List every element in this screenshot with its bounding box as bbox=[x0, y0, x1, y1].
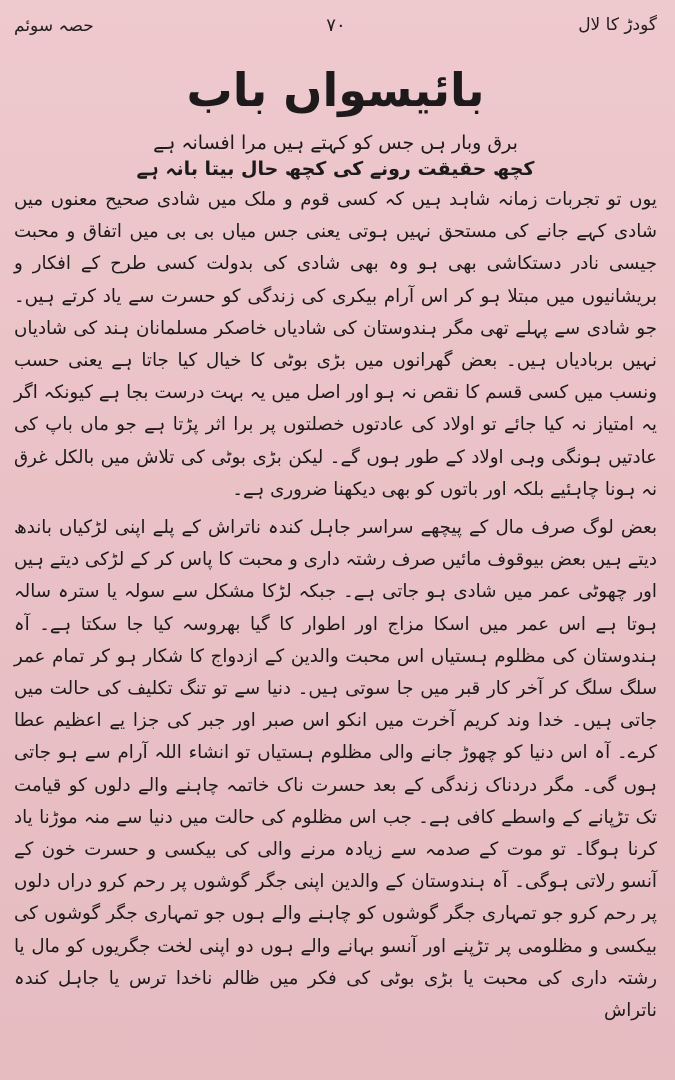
verse-line-2: کچھ حقیقت رونے کی کچھ حال بیتا بانہ ہے bbox=[136, 158, 535, 180]
page-number: ۷۰ bbox=[326, 14, 346, 36]
paragraph-1: یوں تو تجربات زمانہ شاہد ہیں کہ کسی قوم و ملک میں شادی صحیح معنوں میں شادی کہے جانے کی مستحق نہیں ہوتی یعنی جس میاں بی بی میں اتفاق و محبت جیسی نادر دستکاشی بھی ہو وہ بھی شادی کی بدولت کسی طرح کے افکار و بریشانیوں میں مبتلا ہو کر اس آرام بیکری کی زندگی کو حسرت سے یاد کرتے ہیں۔ جو شادی سے پہلے تھی مگر ہندوستان کی شادیاں خاصکر مسلمانان ہند کی شادیاں نہیں بربادیاں ہیں۔ بعض گھرانوں میں بڑی بوٹی کا خیال کیا جاتا ہے یعنی حسب ونسب میں کسی قسم کا نقص نہ ہو اور اصل میں یہ بہت درست بجا ہے کیونکہ اگر یہ امتیاز نہ کیا جائے تو اولاد کی عادتوں خصلتوں پر برا اثر پڑتا ہے جو ماں باپ کی عادتیں ہونگی وہی اولاد کے طور ہوں گے۔ لیکن بڑی بوٹی کی تلاش میں بالکل غرق نہ ہونا چاہئیے بلکہ اور باتوں کو بھی دیکھنا ضروری ہے۔ bbox=[14, 189, 657, 500]
opening-verse bbox=[14, 130, 657, 182]
paragraph-2: بعض لوگ صرف مال کے پیچھے سراسر جاہل کندہ ناتراش کے پلے اپنی لڑکیاں باندھ دیتے ہیں بعض بیوقوف مائیں صرف رشتہ داری و محبت کا پاس کر کے لڑکی دیتے ہیں اور چھوٹی عمر میں شادی ہو جاتی ہے۔ جبکہ لڑکا مشکل سے سولہ یا سترہ سالہ ہوتا ہے اس عمر میں اسکا مزاج اور اطوار کا گیا بھروسہ کیا جا سکتا ہے۔ آہ ہندوستان کی مظلوم ہستیاں اس محبت والدین کے ازدواج کا شکار ہو کر تمام عمر سلگ سلگ کر آخر کار قبر میں جا سوتی ہیں۔ دنیا سے تو تنگ تکلیف کی حالت میں جاتی ہیں۔ خدا وند کریم آخرت میں انکو اس صبر اور جبر کی جزا یے اعظیم عطا کرے۔ آہ اس دنیا کو چھوڑ جانے والی مظلوم ہستیاں تو انشاء اللہ آرام سے ہو جاتی ہوں گی۔ مگر دردناک زندگی کے بعد حسرت ناک خاتمہ چاہنے والے دلوں کو قیامت تک تڑپانے کے واسطے کافی ہے۔ جب اس مظلوم کی حالت میں دنیا سے منہ موڑنا یاد کرنا ہوگا۔ تو موت کے صدمہ سے زیادہ مرنے والی کی بیکسی و حسرت خون کے آنسو رلاتی ہوگی۔ آہ ہندوستان کے والدین اپنی جگر گوشوں پر رحم کرو دراں دلوں پر رحم کرو جو تمہاری جگر گوشوں کو چاہنے والے ہوں جو تمہاری جگر گوشوں کی بیکسی و مظلومی پر تڑپنے اور آنسو بہانے والے ہوں دو اپنی لخت جگریوں کو مال یا رشتہ داری کی محبت یا بڑی بوٹی کی فکر میں ظالم ناخدا ترس یا جاہل کندہ ناتراش bbox=[14, 517, 657, 1022]
book-title-header: گودڑ کا لال bbox=[578, 15, 657, 35]
chapter-title: بائیسواں باب bbox=[186, 63, 485, 117]
running-header bbox=[14, 8, 657, 42]
section-label: حصہ سوئم bbox=[14, 15, 94, 36]
verse-line-1: برق وبار ہں جس کو کہتے ہیں مرا افسانہ ہے bbox=[153, 132, 518, 154]
chapter-body bbox=[14, 184, 657, 1027]
